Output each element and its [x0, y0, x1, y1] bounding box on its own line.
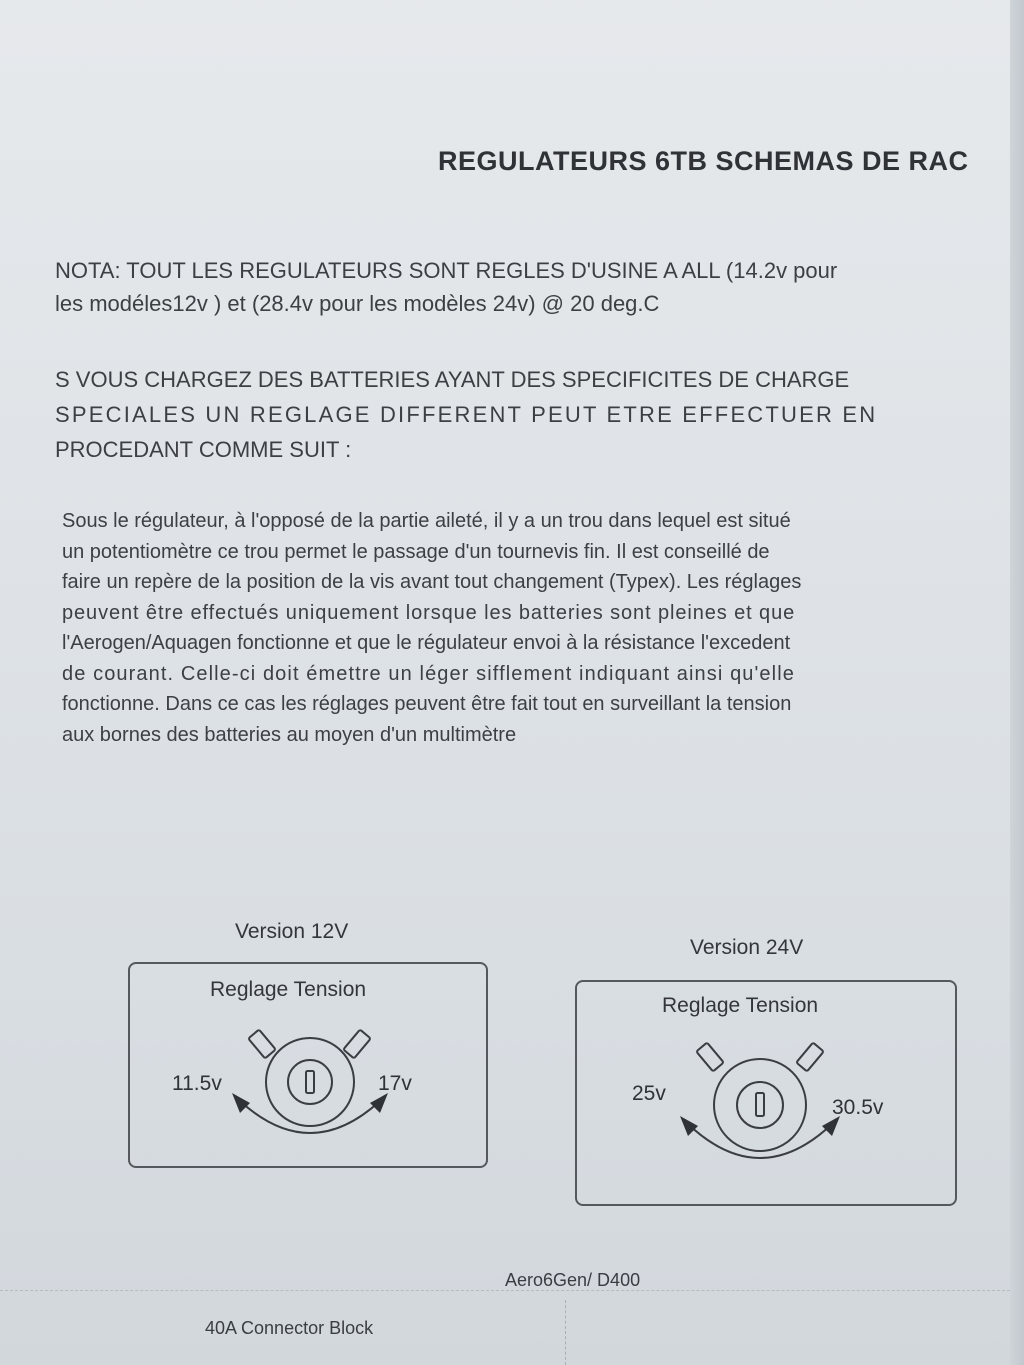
caps-paragraph — [55, 362, 1000, 467]
connector-label: 40A Connector Block — [205, 1318, 374, 1338]
caps-line: S VOUS CHARGEZ DES BATTERIES AYANT DES SPECIFICITES DE CHARGE — [55, 367, 850, 392]
body-line: Sous le régulateur, à l'opposé de la partie aileté, il y a un trou dans lequel est situé — [62, 510, 791, 532]
body-line: faire un repère de la position de la vis avant tout changement (Typex). Les réglages — [62, 571, 802, 593]
body-line: de courant. Celle-ci doit émettre un léger sifflement indiquant ainsi qu'elle — [62, 662, 795, 685]
caps-line: SPECIALES UN REGLAGE DIFFERENT PEUT ETRE EFFECTUER EN — [55, 402, 878, 427]
max-voltage: 17v — [378, 1072, 412, 1095]
body-line: un potentiomètre ce trou permet le passage d'un tournevis fin. Il est conseillé de — [62, 540, 770, 563]
nota-line: les modéles12v ) et (28.4v pour les modèles 24v) @ 20 deg.C — [55, 291, 660, 316]
diagram-12v — [120, 920, 500, 1180]
body-line: l'Aerogen/Aquagen fonctionne et que le régulateur envoi à la résistance l'excedent — [62, 632, 791, 654]
potentiometer-icon — [670, 1030, 850, 1180]
diagram-24v — [570, 930, 960, 1210]
body-line: aux bornes des batteries au moyen d'un multimètre — [62, 723, 517, 746]
panel-title: Reglage Tension — [210, 978, 367, 1001]
model-label: Aero6Gen/ D400 — [505, 1270, 641, 1290]
body-paragraph — [62, 506, 997, 750]
page-edge — [1010, 0, 1024, 1365]
version-label: Version 24V — [690, 936, 804, 959]
nota-line: NOTA: TOUT LES REGULATEURS SONT REGLES D'USINE A ALL (14.2v pour — [55, 258, 838, 283]
nota-paragraph — [55, 254, 1000, 320]
min-voltage: 25v — [632, 1082, 666, 1105]
caps-line: PROCEDANT COMME SUIT : — [55, 437, 352, 462]
body-line: peuvent être effectués uniquement lorsque les batteries sont pleines et que — [62, 601, 796, 624]
fold-line-vertical — [565, 1300, 567, 1365]
max-voltage: 30.5v — [832, 1096, 884, 1119]
potentiometer-icon — [220, 1015, 400, 1155]
panel-title: Reglage Tension — [662, 994, 819, 1017]
document-title: REGULATEURS 6TB SCHEMAS DE RAC — [438, 146, 969, 176]
body-line: fonctionne. Dans ce cas les réglages peuvent être fait tout en surveillant la tension — [62, 693, 792, 715]
min-voltage: 11.5v — [172, 1072, 222, 1095]
version-label: Version 12V — [235, 920, 349, 943]
